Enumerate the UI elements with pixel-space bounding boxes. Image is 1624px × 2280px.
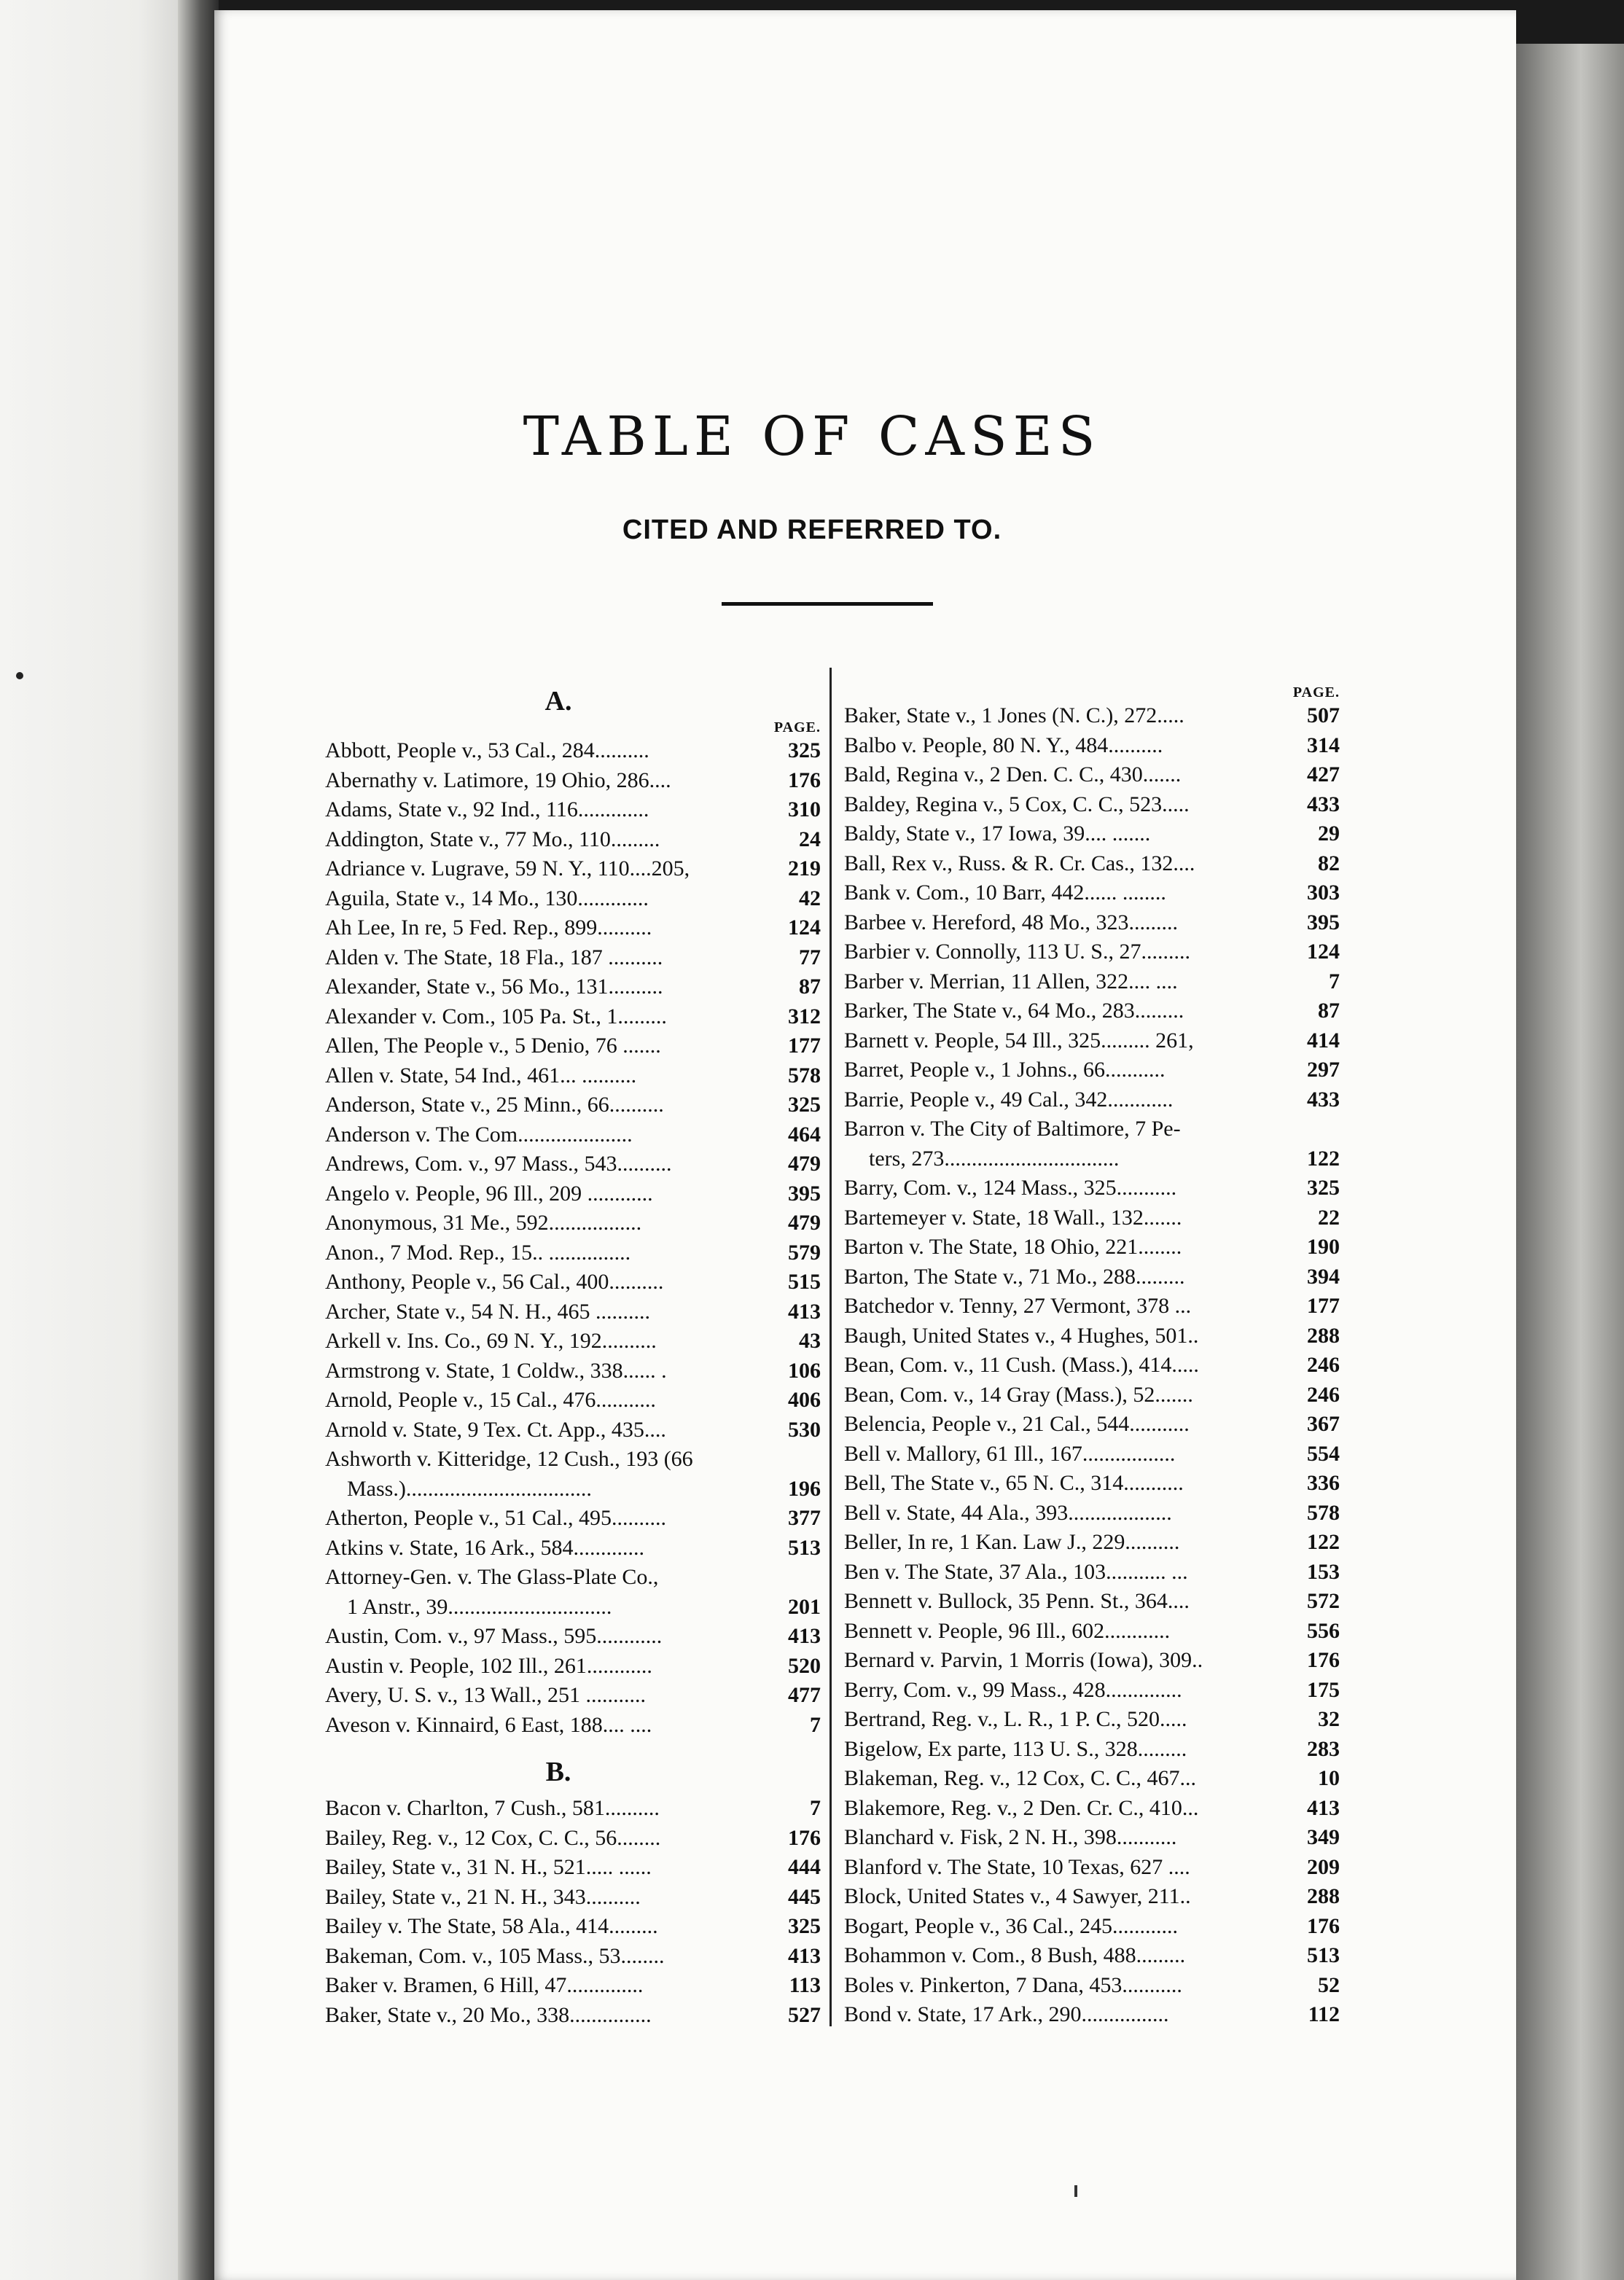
page-number: 554 xyxy=(1307,1441,1340,1466)
case-citation: Barnett v. People, 54 Ill., 325......... 261, xyxy=(844,1028,1194,1053)
case-citation: Baker v. Bramen, 6 Hill, 47.............. xyxy=(325,1973,644,1997)
case-entry xyxy=(325,1563,821,1593)
case-citation: Blanchard v. Fisk, 2 N. H., 398........... xyxy=(844,1825,1177,1849)
case-entry xyxy=(844,1114,1340,1144)
case-entry xyxy=(844,2000,1340,2030)
case-citation: Avery, U. S. v., 13 Wall., 251 ........... xyxy=(325,1683,647,1707)
case-citation: Beller, In re, 1 Kan. Law J., 229.......... xyxy=(844,1530,1180,1554)
case-entry xyxy=(325,1711,821,1741)
case-entry xyxy=(844,1617,1340,1647)
page-number: 176 xyxy=(788,768,821,792)
case-citation: Belencia, People v., 21 Cal., 544........... xyxy=(844,1412,1190,1436)
case-citation: Ball, Rex v., Russ. & R. Cr. Cas., 132.... xyxy=(844,851,1195,875)
case-entry xyxy=(844,1085,1340,1115)
page-number: 246 xyxy=(1307,1382,1340,1407)
page-number: 87 xyxy=(799,975,821,999)
case-entry xyxy=(844,937,1340,967)
case-entry xyxy=(844,1499,1340,1529)
case-citation: Alexander v. Com., 105 Pa. St., 1......... xyxy=(325,1004,667,1028)
case-entry xyxy=(844,1941,1340,1971)
page-number: 395 xyxy=(788,1181,821,1206)
case-citation: Bernard v. Parvin, 1 Morris (Iowa), 309.. xyxy=(844,1648,1203,1672)
case-citation: Barrie, People v., 49 Cal., 342............ xyxy=(844,1087,1174,1112)
right-column xyxy=(844,684,1340,2030)
case-citation: Arnold v. State, 9 Tex. Ct. App., 435.... xyxy=(325,1417,666,1442)
case-citation: Anon., 7 Mod. Rep., 15.. ............... xyxy=(325,1240,631,1265)
page-number: 477 xyxy=(788,1683,821,1707)
case-citation: Baker, State v., 1 Jones (N. C.), 272..... xyxy=(844,703,1184,727)
page-number: 556 xyxy=(1307,1618,1340,1643)
case-entry xyxy=(325,1912,821,1942)
case-entry xyxy=(325,1794,821,1824)
page-number: 515 xyxy=(788,1270,821,1294)
case-citation: Bogart, People v., 36 Cal., 245............ xyxy=(844,1913,1179,1938)
column-divider xyxy=(829,668,832,2026)
page-number: 413 xyxy=(788,1299,821,1324)
case-entry xyxy=(325,972,821,1002)
case-citation: Adriance v. Lugrave, 59 N. Y., 110....205, xyxy=(325,856,690,881)
case-citation: Bohammon v. Com., 8 Bush, 488......... xyxy=(844,1943,1186,1967)
case-citation: Atkins v. State, 16 Ark., 584............. xyxy=(325,1535,645,1560)
page-number: 10 xyxy=(1318,1766,1340,1790)
facing-page xyxy=(0,0,198,2280)
page-number: 377 xyxy=(788,1506,821,1530)
page-number: 444 xyxy=(788,1855,821,1879)
case-entry xyxy=(844,1528,1340,1558)
page-number: 464 xyxy=(788,1122,821,1147)
case-entry xyxy=(325,913,821,943)
case-entry xyxy=(325,943,821,973)
case-entry xyxy=(844,1587,1340,1617)
case-entry xyxy=(844,1055,1340,1085)
case-citation: Austin v. People, 102 Ill., 261............ xyxy=(325,1653,652,1678)
case-citation: Barry, Com. v., 124 Mass., 325........... xyxy=(844,1176,1177,1200)
page-number: 77 xyxy=(799,945,821,969)
page-number: 7 xyxy=(810,1796,821,1820)
page-number: 479 xyxy=(788,1152,821,1176)
page-number: 433 xyxy=(1307,1087,1340,1112)
page-number: 314 xyxy=(1307,733,1340,757)
case-citation: Aveson v. Kinnaird, 6 East, 188.... .... xyxy=(325,1712,652,1737)
case-citation: Barton v. The State, 18 Ohio, 221........ xyxy=(844,1235,1182,1259)
case-entry xyxy=(844,908,1340,938)
page-number: 406 xyxy=(788,1388,821,1412)
page-number: 7 xyxy=(1329,969,1340,993)
case-citation: Bennett v. Bullock, 35 Penn. St., 364.... xyxy=(844,1589,1190,1613)
case-citation: Bertrand, Reg. v., L. R., 1 P. C., 520..... xyxy=(844,1707,1187,1731)
page-number: 325 xyxy=(788,1914,821,1938)
case-entry xyxy=(325,884,821,914)
case-entry xyxy=(325,1971,821,2001)
case-citation: Mass.).................................. xyxy=(347,1476,592,1501)
case-entry xyxy=(325,795,821,825)
case-entry xyxy=(844,1794,1340,1824)
title-rule xyxy=(722,602,933,606)
case-entry xyxy=(844,1764,1340,1794)
case-citation: Bailey, State v., 21 N. H., 343.......... xyxy=(325,1884,641,1909)
page-number: 122 xyxy=(1307,1146,1340,1171)
case-citation: Barton, The State v., 71 Mo., 288......... xyxy=(844,1264,1185,1289)
case-entry xyxy=(844,731,1340,761)
case-entry xyxy=(325,1853,821,1883)
page-number: 572 xyxy=(1307,1589,1340,1613)
book-gutter xyxy=(178,0,219,2280)
case-entry xyxy=(325,766,821,796)
case-citation: ters, 273................................ xyxy=(869,1146,1120,1171)
case-entry xyxy=(844,790,1340,820)
case-entry xyxy=(844,878,1340,908)
case-entry xyxy=(325,1622,821,1652)
page-number: 175 xyxy=(1307,1677,1340,1702)
page-number: 82 xyxy=(1318,851,1340,875)
case-citation: Bailey v. The State, 58 Ala., 414......... xyxy=(325,1914,658,1938)
case-entry xyxy=(844,1853,1340,1883)
page-number: 153 xyxy=(1307,1559,1340,1584)
page-number: 106 xyxy=(788,1358,821,1383)
section-letter-b: B. xyxy=(545,1757,571,1787)
page-number: 445 xyxy=(788,1884,821,1909)
page-number: 209 xyxy=(1307,1854,1340,1879)
page-number: 310 xyxy=(788,797,821,821)
case-citation: Bailey, Reg. v., 12 Cox, C. C., 56........ xyxy=(325,1825,661,1850)
page-number: 177 xyxy=(788,1034,821,1058)
case-entry xyxy=(844,1469,1340,1499)
page-number: 124 xyxy=(1307,940,1340,964)
page-number: 201 xyxy=(788,1594,821,1619)
case-citation: Bank v. Com., 10 Barr, 442...... ........ xyxy=(844,881,1166,905)
case-entry xyxy=(844,1410,1340,1440)
case-entry xyxy=(844,1292,1340,1321)
page-title: TABLE OF CASES xyxy=(523,405,1101,468)
page-number: 42 xyxy=(799,886,821,910)
case-entry xyxy=(325,1149,821,1179)
case-citation: Barbee v. Hereford, 48 Mo., 323......... xyxy=(844,910,1178,934)
page-number: 578 xyxy=(1307,1500,1340,1525)
case-citation: Barbier v. Connolly, 113 U. S., 27......... xyxy=(844,940,1190,964)
page-number: 113 xyxy=(789,1973,821,1997)
case-citation: Balbo v. People, 80 N. Y., 484.......... xyxy=(844,733,1163,757)
left-column xyxy=(325,684,821,2030)
page-number: 433 xyxy=(1307,792,1340,816)
case-entry xyxy=(325,1652,821,1682)
case-entry xyxy=(325,736,821,766)
case-citation: Addington, State v., 77 Mo., 110......... xyxy=(325,827,660,851)
case-citation: Bell, The State v., 65 N. C., 314........... xyxy=(844,1471,1184,1495)
case-citation: Aguila, State v., 14 Mo., 130............. xyxy=(325,886,649,910)
page-number: 219 xyxy=(788,856,821,881)
case-entry xyxy=(844,1233,1340,1262)
case-entry xyxy=(325,1824,821,1854)
case-citation: Baugh, United States v., 4 Hughes, 501.. xyxy=(844,1323,1199,1348)
case-entry xyxy=(325,1179,821,1209)
page-edges xyxy=(1516,44,1624,2280)
case-entry xyxy=(844,701,1340,731)
page-number: 427 xyxy=(1307,762,1340,786)
case-entry xyxy=(844,967,1340,997)
page-number: 196 xyxy=(788,1476,821,1501)
case-citation: Bigelow, Ex parte, 113 U. S., 328......... xyxy=(844,1736,1187,1761)
case-entry xyxy=(325,1268,821,1297)
page-number: 22 xyxy=(1318,1205,1340,1230)
page-column-label: PAGE. xyxy=(773,719,821,735)
case-entry xyxy=(844,1262,1340,1292)
case-entry xyxy=(325,1386,821,1416)
case-entry xyxy=(844,1026,1340,1056)
case-entry xyxy=(844,1705,1340,1735)
page-number: 479 xyxy=(788,1211,821,1235)
case-citation: Anderson, State v., 25 Minn., 66.......... xyxy=(325,1093,664,1117)
page-number: 122 xyxy=(1307,1530,1340,1554)
case-list-a xyxy=(325,736,821,1740)
case-entry xyxy=(325,1238,821,1268)
page-number: 413 xyxy=(788,1624,821,1648)
page-number: 325 xyxy=(788,738,821,762)
case-entry xyxy=(325,1031,821,1061)
page-number: 29 xyxy=(1318,821,1340,846)
case-entry xyxy=(844,1203,1340,1233)
case-citation: Arnold, People v., 15 Cal., 476........... xyxy=(325,1388,656,1412)
case-entry xyxy=(844,996,1340,1026)
case-citation: Bennett v. People, 96 Ill., 602............ xyxy=(844,1618,1171,1643)
page-number: 24 xyxy=(799,827,821,851)
case-citation: Abernathy v. Latimore, 19 Ohio, 286.... xyxy=(325,768,671,792)
page-number: 395 xyxy=(1307,910,1340,934)
page-number: 112 xyxy=(1308,2002,1340,2026)
case-entry xyxy=(325,1090,821,1120)
case-citation: Bell v. State, 44 Ala., 393................... xyxy=(844,1500,1172,1525)
page-number: 513 xyxy=(1307,1943,1340,1967)
page-number: 325 xyxy=(1307,1176,1340,1200)
page-number: 176 xyxy=(1307,1913,1340,1938)
stray-ink-mark-bottom xyxy=(1074,2185,1077,2197)
case-citation: Bean, Com. v., 14 Gray (Mass.), 52....... xyxy=(844,1382,1193,1407)
case-entry xyxy=(325,1356,821,1386)
case-citation: Batchedor v. Tenny, 27 Vermont, 378 ... xyxy=(844,1294,1192,1318)
page-number: 413 xyxy=(788,1943,821,1968)
case-citation: Barron v. The City of Baltimore, 7 Pe- xyxy=(844,1117,1181,1141)
case-citation: Bald, Regina v., 2 Den. C. C., 430....... xyxy=(844,762,1182,786)
case-entry xyxy=(325,825,821,855)
case-citation: Archer, State v., 54 N. H., 465 .......... xyxy=(325,1299,650,1324)
case-citation: Baker, State v., 20 Mo., 338............... xyxy=(325,2002,652,2027)
page-number: 513 xyxy=(788,1535,821,1560)
case-entry xyxy=(325,1061,821,1091)
page-number: 367 xyxy=(1307,1412,1340,1436)
case-citation: Baldy, State v., 17 Iowa, 39.... ....... xyxy=(844,821,1151,846)
page-number: 520 xyxy=(788,1653,821,1678)
page-number: 283 xyxy=(1307,1736,1340,1761)
case-entry xyxy=(325,1327,821,1356)
page-number: 507 xyxy=(1307,703,1340,727)
case-entry xyxy=(844,1144,1340,1174)
case-citation: Blakeman, Reg. v., 12 Cox, C. C., 467... xyxy=(844,1766,1197,1790)
page-number: 527 xyxy=(788,2002,821,2027)
page-column-label: PAGE. xyxy=(1292,684,1340,700)
case-entry xyxy=(325,1475,821,1504)
case-citation: Allen v. State, 54 Ind., 461... .......... xyxy=(325,1063,637,1088)
page-number: 124 xyxy=(788,915,821,940)
page-number: 579 xyxy=(788,1240,821,1265)
case-citation: Bean, Com. v., 11 Cush. (Mass.), 414..... xyxy=(844,1353,1199,1377)
page-number: 177 xyxy=(1307,1294,1340,1318)
case-citation: Barber v. Merrian, 11 Allen, 322.... .... xyxy=(844,969,1178,993)
case-entry xyxy=(844,1823,1340,1853)
case-entry xyxy=(844,1912,1340,1942)
case-entry xyxy=(844,1676,1340,1706)
section-letter-a: A. xyxy=(544,686,572,717)
case-entry xyxy=(325,1593,821,1623)
case-entry xyxy=(844,1381,1340,1410)
case-entry xyxy=(844,1174,1340,1203)
page-number: 288 xyxy=(1307,1323,1340,1348)
case-citation: Allen, The People v., 5 Denio, 76 ....... xyxy=(325,1034,661,1058)
case-citation: Anderson v. The Com..................... xyxy=(325,1122,633,1147)
case-citation: Attorney-Gen. v. The Glass-Plate Co., xyxy=(325,1565,659,1589)
case-entry xyxy=(844,760,1340,790)
page-number: 349 xyxy=(1307,1825,1340,1849)
case-entry xyxy=(844,1351,1340,1381)
page-number: 7 xyxy=(810,1712,821,1737)
case-citation: Ben v. The State, 37 Ala., 103........... ... xyxy=(844,1559,1188,1584)
case-entry xyxy=(844,1321,1340,1351)
page-number: 312 xyxy=(788,1004,821,1028)
case-citation: Bailey, State v., 31 N. H., 521..... ...... xyxy=(325,1855,652,1879)
case-entry xyxy=(325,854,821,884)
case-citation: Atherton, People v., 51 Cal., 495.......... xyxy=(325,1506,667,1530)
case-entry xyxy=(844,1440,1340,1469)
case-entry xyxy=(844,1882,1340,1912)
case-entry xyxy=(325,1504,821,1534)
case-entry xyxy=(844,1971,1340,2001)
case-citation: Bell v. Mallory, 61 Ill., 167................. xyxy=(844,1441,1176,1466)
case-citation: Andrews, Com. v., 97 Mass., 543.......... xyxy=(325,1152,672,1176)
case-list-right xyxy=(844,701,1340,2030)
case-citation: Barker, The State v., 64 Mo., 283......... xyxy=(844,999,1184,1023)
case-citation: Arkell v. Ins. Co., 69 N. Y., 192.......... xyxy=(325,1329,657,1353)
case-citation: Block, United States v., 4 Sawyer, 211.. xyxy=(844,1884,1191,1908)
case-citation: 1 Anstr., 39.............................. xyxy=(347,1594,612,1619)
page-number: 325 xyxy=(788,1093,821,1117)
case-entry xyxy=(844,1735,1340,1765)
case-citation: Anonymous, 31 Me., 592................. xyxy=(325,1211,642,1235)
case-entry xyxy=(325,1942,821,1972)
page-number: 190 xyxy=(1307,1235,1340,1259)
page-number: 52 xyxy=(1318,1972,1340,1997)
page-number: 303 xyxy=(1307,881,1340,905)
case-citation: Boles v. Pinkerton, 7 Dana, 453........... xyxy=(844,1972,1182,1997)
case-citation: Ah Lee, In re, 5 Fed. Rep., 899.......... xyxy=(325,915,652,940)
case-citation: Alden v. The State, 18 Fla., 187 .......... xyxy=(325,945,663,969)
case-entry xyxy=(325,1209,821,1238)
case-citation: Angelo v. People, 96 Ill., 209 ............ xyxy=(325,1181,653,1206)
page-number: 336 xyxy=(1307,1471,1340,1495)
page-number: 530 xyxy=(788,1417,821,1442)
case-citation: Adams, State v., 92 Ind., 116............. xyxy=(325,797,649,821)
page-subtitle: CITED AND REFERRED TO. xyxy=(622,515,1002,545)
case-entry xyxy=(325,1445,821,1475)
case-citation: Ashworth v. Kitteridge, 12 Cush., 193 (66 xyxy=(325,1447,693,1471)
case-citation: Baldey, Regina v., 5 Cox, C. C., 523..... xyxy=(844,792,1190,816)
page-number: 297 xyxy=(1307,1058,1340,1082)
page-number: 394 xyxy=(1307,1264,1340,1289)
case-entry xyxy=(844,819,1340,849)
stray-ink-mark xyxy=(16,672,23,679)
case-entry xyxy=(844,849,1340,879)
case-citation: Barret, People v., 1 Johns., 66........... xyxy=(844,1058,1166,1082)
case-citation: Bond v. State, 17 Ark., 290................ xyxy=(844,2002,1169,2026)
case-entry xyxy=(844,1646,1340,1676)
case-entry xyxy=(325,1534,821,1563)
case-citation: Armstrong v. State, 1 Coldw., 338...... . xyxy=(325,1358,667,1383)
case-entry xyxy=(325,1120,821,1150)
case-citation: Bartemeyer v. State, 18 Wall., 132....... xyxy=(844,1205,1182,1230)
case-citation: Austin, Com. v., 97 Mass., 595............ xyxy=(325,1624,663,1648)
page-number: 414 xyxy=(1307,1028,1340,1053)
page-number: 413 xyxy=(1307,1795,1340,1820)
page-number: 246 xyxy=(1307,1353,1340,1377)
case-citation: Blanford v. The State, 10 Texas, 627 .... xyxy=(844,1854,1190,1879)
case-entry xyxy=(325,1681,821,1711)
case-entry xyxy=(844,1558,1340,1588)
case-entry xyxy=(325,1297,821,1327)
page-number: 578 xyxy=(788,1063,821,1088)
case-citation: Anthony, People v., 56 Cal., 400.......... xyxy=(325,1270,664,1294)
case-citation: Abbott, People v., 53 Cal., 284.......... xyxy=(325,738,649,762)
case-list-b xyxy=(325,1794,821,2030)
case-citation: Alexander, State v., 56 Mo., 131.......... xyxy=(325,975,663,999)
case-citation: Blakemore, Reg. v., 2 Den. Cr. C., 410... xyxy=(844,1795,1199,1820)
case-entry xyxy=(325,1883,821,1913)
case-entry xyxy=(325,1002,821,1032)
page-number: 32 xyxy=(1318,1707,1340,1731)
case-citation: Bakeman, Com. v., 105 Mass., 53........ xyxy=(325,1943,665,1968)
case-citation: Berry, Com. v., 99 Mass., 428.............. xyxy=(844,1677,1182,1702)
case-entry xyxy=(325,2001,821,2031)
page-number: 87 xyxy=(1318,999,1340,1023)
case-citation: Bacon v. Charlton, 7 Cush., 581.......... xyxy=(325,1796,660,1820)
page-number: 43 xyxy=(799,1329,821,1353)
page-number: 288 xyxy=(1307,1884,1340,1908)
page-number: 176 xyxy=(1307,1648,1340,1672)
page-number: 176 xyxy=(788,1825,821,1850)
case-entry xyxy=(325,1416,821,1445)
